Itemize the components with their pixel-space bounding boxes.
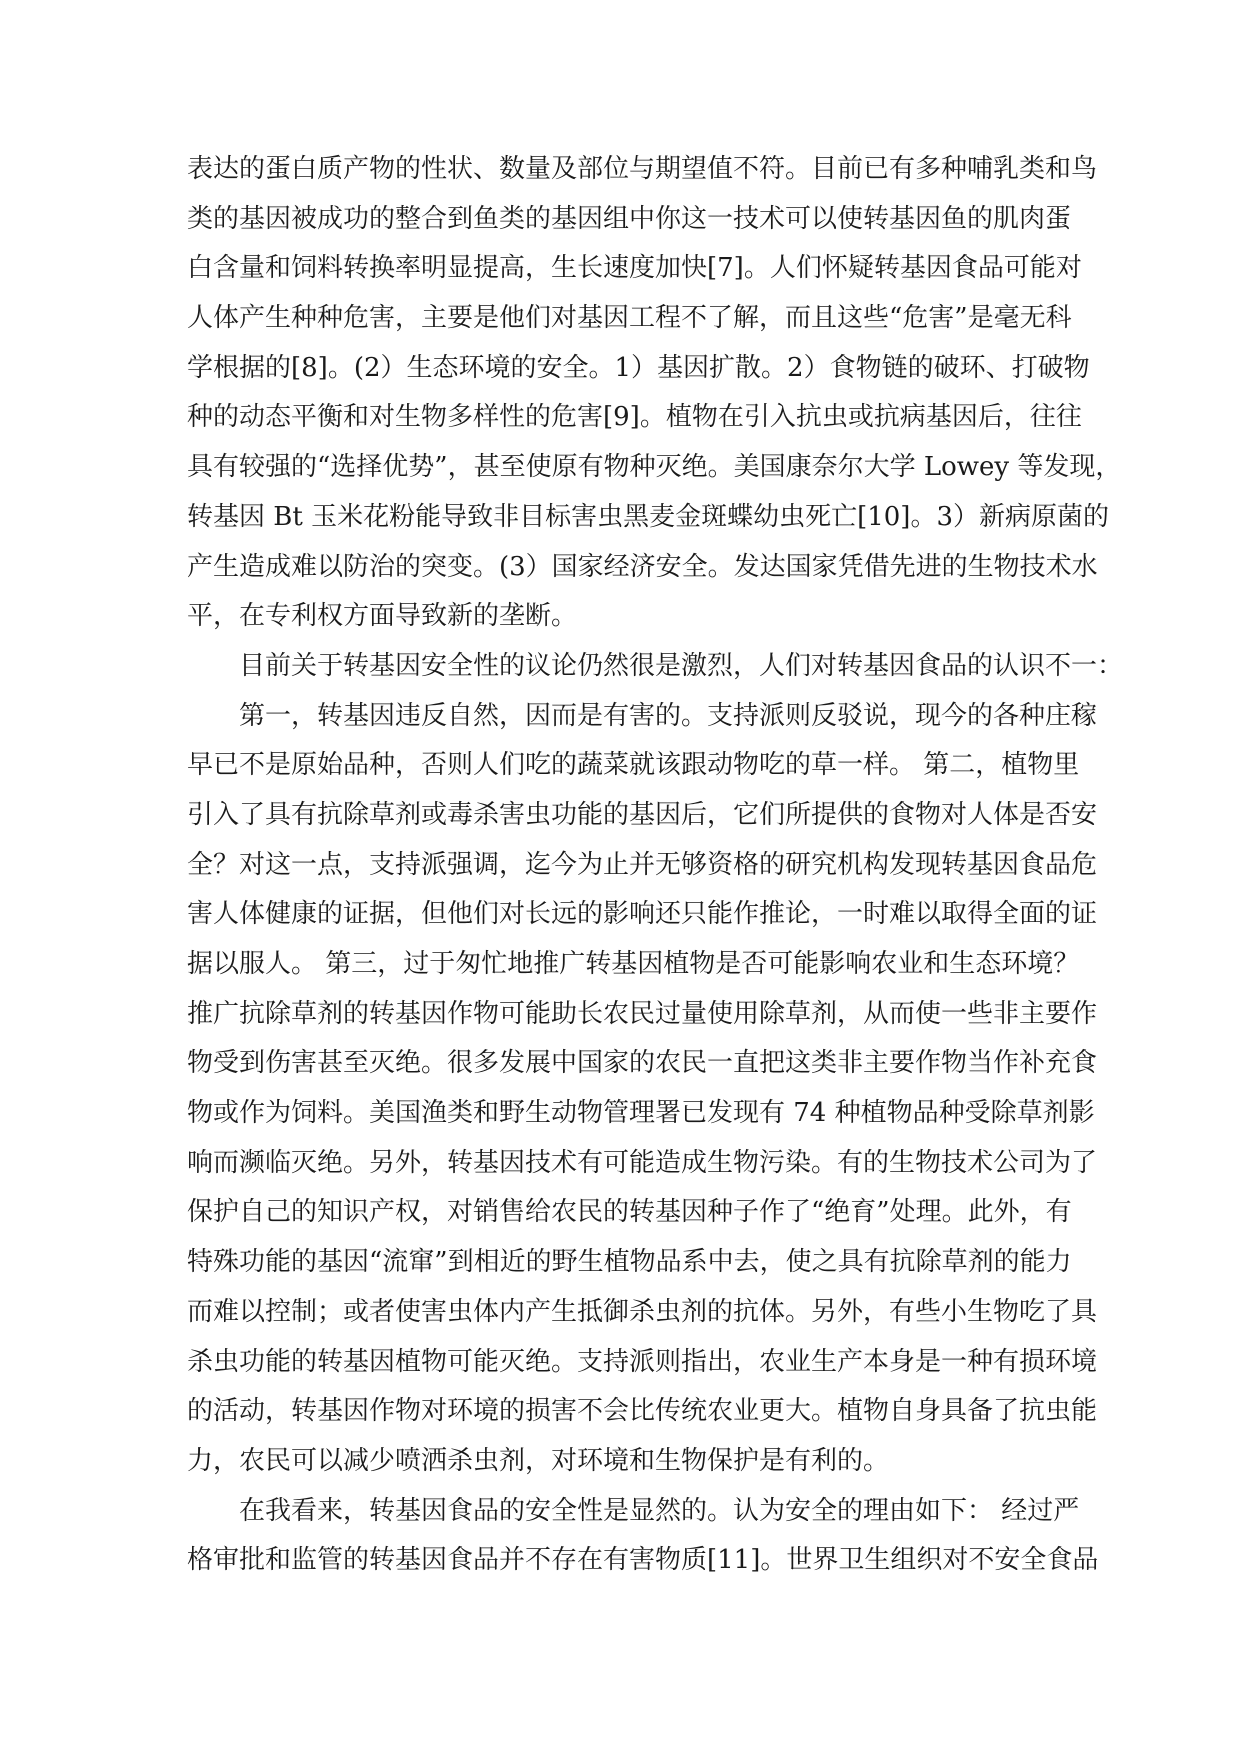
text-line: 的活动，转基因作物对环境的损害不会比传统农业更大。植物自身具备了抗虫能 — [187, 1396, 1098, 1427]
text-line: 害人体健康的证据，但他们对长远的影响还只能作推论，一时难以取得全面的证 — [187, 899, 1098, 930]
text-line: 平，在专利权方面导致新的垄断。 — [187, 601, 578, 632]
text-line: 响而濒临灭绝。另外，转基因技术有可能造成生物污染。有的生物技术公司为了 — [187, 1147, 1098, 1178]
paragraph-first-line: 在我看来，转基因食品的安全性是显然的。认为安全的理由如下： 经过严 — [239, 1495, 1080, 1526]
text-line: 格审批和监管的转基因食品并不存在有害物质[11]。世界卫生组织对不安全食品 — [187, 1545, 1099, 1576]
text-line: 物受到伤害甚至灭绝。很多发展中国家的农民一直把这类非主要作物当作补充食 — [187, 1048, 1098, 1079]
paragraph-first-line: 第一，转基因违反自然，因而是有害的。支持派则反驳说，现今的各种庄稼 — [239, 700, 1098, 731]
text-line: 推广抗除草剂的转基因作物可能助长农民过量使用除草剂，从而使一些非主要作 — [187, 998, 1098, 1029]
text-line: 早已不是原始品种，否则人们吃的蔬菜就该跟动物吃的草一样。 第二，植物里 — [187, 750, 1080, 781]
text-line: 而难以控制；或者使害虫体内产生抵御杀虫剂的抗体。另外，有些小生物吃了具 — [187, 1296, 1098, 1327]
text-line: 人体产生种种危害，主要是他们对基因工程不了解，而且这些“危害”是毫无科 — [187, 303, 1072, 334]
text-line: 特殊功能的基因“流窜”到相近的野生植物品系中去，使之具有抗除草剂的能力 — [187, 1247, 1072, 1278]
text-line: 具有较强的“选择优势”，甚至使原有物种灭绝。美国康奈尔大学 Lowey 等发现， — [187, 452, 1122, 483]
paragraph-first-line: 目前关于转基因安全性的议论仍然很是激烈，人们对转基因食品的认识不一： — [239, 650, 1124, 681]
text-line: 杀虫功能的转基因植物可能灭绝。支持派则指出，农业生产本身是一种有损环境 — [187, 1346, 1098, 1377]
text-line: 白含量和饲料转换率明显提高，生长速度加快[7]。人们怀疑转基因食品可能对 — [187, 253, 1082, 284]
body-text — [187, 145, 1124, 1586]
text-line: 力，农民可以减少喷洒杀虫剂，对环境和生物保护是有利的。 — [187, 1445, 890, 1476]
text-line: 表达的蛋白质产物的性状、数量及部位与期望值不符。目前已有多种哺乳类和鸟 — [187, 154, 1098, 184]
text-line: 保护自己的知识产权，对销售给农民的转基因种子作了“绝育”处理。此外，有 — [187, 1197, 1072, 1228]
text-line: 引入了具有抗除草剂或毒杀害虫功能的基因后，它们所提供的食物对人体是否安 — [187, 799, 1098, 830]
text-line: 类的基因被成功的整合到鱼类的基因组中你这一技术可以使转基因鱼的肌肉蛋 — [187, 203, 1072, 234]
text-line: 学根据的[8]。(2）生态环境的安全。1）基因扩散。2）食物链的破环、打破物 — [187, 352, 1090, 383]
text-line: 据以服人。 第三，过于匆忙地推广转基因植物是否可能影响农业和生态环境？ — [187, 949, 1080, 979]
text-line: 转基因 Bt 玉米花粉能导致非目标害虫黑麦金斑蝶幼虫死亡[10]。3）新病原菌的 — [187, 501, 1109, 532]
text-line: 产生造成难以防治的突变。(3）国家经济安全。发达国家凭借先进的生物技术水 — [187, 551, 1098, 582]
text-line: 种的动态平衡和对生物多样性的危害[9]。植物在引入抗虫或抗病基因后，往往 — [187, 402, 1082, 433]
text-line: 物或作为饲料。美国渔类和野生动物管理署已发现有 74 种植物品种受除草剂影 — [187, 1098, 1095, 1129]
text-line: 全？对这一点，支持派强调，迄今为止并无够资格的研究机构发现转基因食品危 — [187, 849, 1098, 880]
